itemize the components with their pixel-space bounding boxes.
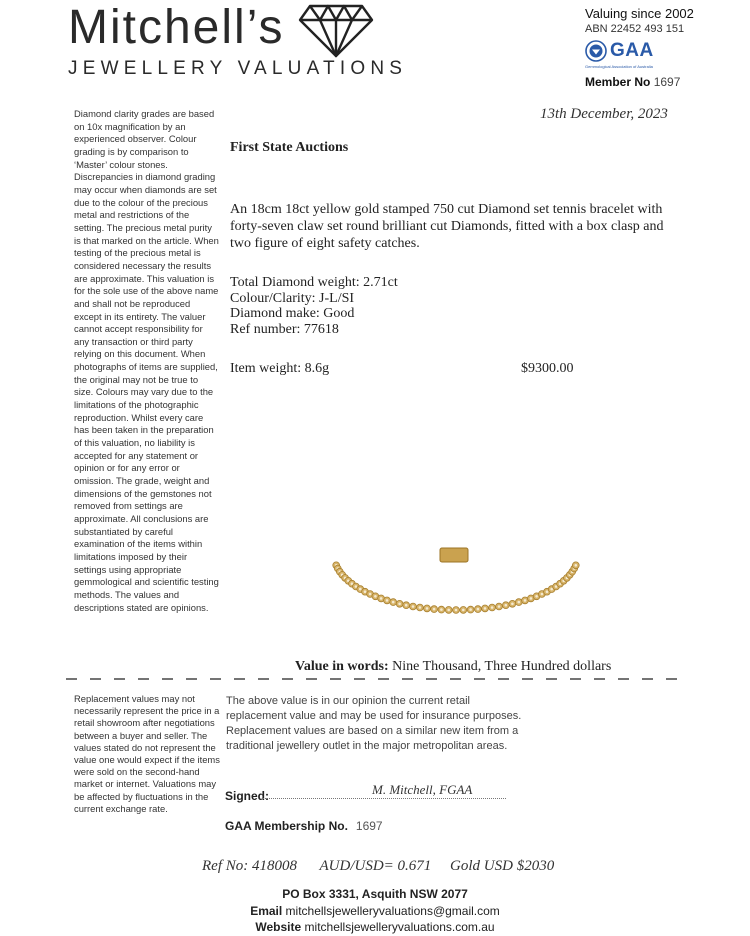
diamond-stone	[447, 609, 450, 612]
diamond-stone	[469, 608, 472, 611]
diamond-stone	[491, 606, 494, 609]
diamond-stone	[364, 590, 367, 593]
diamond-stone	[392, 601, 395, 604]
diamond-stone	[369, 593, 372, 596]
diamond-stone	[386, 599, 389, 602]
signed-label: Signed:	[225, 789, 269, 803]
diamond-stone	[546, 590, 549, 593]
valuation-price: $9300.00	[521, 361, 574, 376]
gold-price: Gold USD $2030	[450, 858, 555, 874]
disclaimer-text: Diamond clarity grades are based on 10x magnification by an experienced observer. Colour grading is by comparison to ‘Master’ colour stones. Discrepancies in diamond grading may occur when diamonds are set due to the colour of the precious metal and restrictions of the setting. The precious metal purity is that marked on the article. When testing of the precious metal is considered necessary the results are approximate. This valuation is for the sole use of the above name and shall not be reproduced except in its entirety. The valuer cannot accept responsibility for any transaction or third party relying on this document. When photographs of items are supplied, the original may not be true to size. Colours may vary due to the limitations of the photographic reproduction. Whilst every care has been taken in the preparation of this valuation, no liability is accepted for any statement or opinion or for any error or omission. The grade, weight and dimensions of the gemstones not removed from settings are approximate. All conclusions are substantiated by careful examination of the items within limitations imposed by their settings using appropriate gemmological and scientific testing methods. The values and descriptions stated are opinions.	[74, 108, 219, 613]
diamond-stone	[359, 588, 362, 591]
diamond-stone	[412, 605, 415, 608]
diamond-stone	[355, 585, 358, 588]
gaa-logo	[585, 40, 745, 62]
diamond-stone	[535, 595, 538, 598]
footer-email: Email mitchellsjewelleryvaluations@gmail.com	[250, 904, 500, 918]
item-weight: Item weight: 8.6g	[230, 361, 330, 376]
diamond-stone	[374, 595, 377, 598]
footer-website: Website mitchellsjewelleryvaluations.com.au	[255, 920, 495, 934]
diamond-stone	[505, 604, 508, 607]
header-info	[585, 6, 745, 89]
diamond-make: Diamond make: Good	[230, 306, 355, 322]
ref-no: Ref No: 418008	[202, 858, 297, 874]
diamond-stone	[462, 609, 465, 612]
diamond-stone	[405, 604, 408, 607]
valuation-date: 13th December, 2023	[540, 106, 668, 122]
diamond-stone	[530, 597, 533, 600]
replacement-note: The above value is in our opinion the current retail replacement value and may be used for insurance purposes. Replacement values are based on a similar new item from a traditional jewellery outlet in the major metropolitan areas.	[226, 695, 522, 752]
diamond-details	[230, 275, 398, 337]
diamond-stone	[398, 603, 401, 606]
diamond-stone	[380, 597, 383, 600]
member-number: Member No 1697	[585, 75, 681, 89]
total-diamond-weight: Total Diamond weight: 2.71ct	[230, 275, 398, 290]
bracelet-photo	[326, 545, 586, 617]
diamond-stone	[550, 588, 553, 591]
box-clasp	[440, 548, 468, 562]
item-description: An 18cm 18ct yellow gold stamped 750 cut Diamond set tennis bracelet with forty-seven claw set round brilliant cut Diamonds, fitted with a box clasp and two figure of eight safety catches.	[230, 202, 664, 251]
diamond-icon	[298, 2, 374, 58]
exchange-rate: AUD/USD= 0.671	[319, 858, 432, 874]
brand-name: Mitchell’s	[68, 1, 285, 54]
diamond-stone	[419, 606, 422, 609]
diamond-stone	[477, 608, 480, 611]
diamond-stone	[484, 607, 487, 610]
divider-dashed	[66, 678, 686, 680]
brand-subtitle: JEWELLERY VALUATIONS	[68, 58, 408, 79]
diamond-stone	[433, 608, 436, 611]
gaa-caption: Gemmological Association of Australia	[585, 64, 653, 69]
diamond-stone	[575, 564, 578, 567]
diamond-stone	[524, 599, 527, 602]
diamond-stone	[518, 601, 521, 604]
diamond-stone	[498, 605, 501, 608]
client-name: First State Auctions	[230, 140, 349, 155]
diamond-stone	[426, 607, 429, 610]
gaa-logo-text: GAA	[610, 40, 654, 61]
gaa-membership: GAA Membership No. 1697	[225, 819, 383, 833]
signer-name: M. Mitchell, FGAA	[372, 782, 473, 797]
signature-line	[262, 798, 506, 799]
value-in-words: Value in words: Nine Thousand, Three Hundred dollars	[295, 659, 612, 674]
reference-line	[202, 858, 554, 875]
footer-address: PO Box 3331, Asquith NSW 2077	[282, 887, 468, 901]
diamond-stone	[541, 593, 544, 596]
valuing-since: Valuing since 2002	[585, 6, 694, 21]
diamond-stone	[455, 609, 458, 612]
diamond-stone	[511, 603, 514, 606]
abn-number: ABN 22452 493 151	[585, 23, 685, 35]
replacement-disclaimer: Replacement values may not necessarily represent the price in a retail showroom after negotiations between a buyer and seller. The values stated do not represent the value one would expect if the items were sold on the second-hand market or internet. Valuations may be affected by fluctuations in the current exchange rate.	[74, 693, 220, 814]
diamond-stone	[440, 608, 443, 611]
colour-clarity: Colour/Clarity: J-L/SI	[230, 290, 355, 306]
gaa-emblem-icon	[585, 40, 607, 62]
ref-number: Ref number: 77618	[230, 321, 339, 337]
